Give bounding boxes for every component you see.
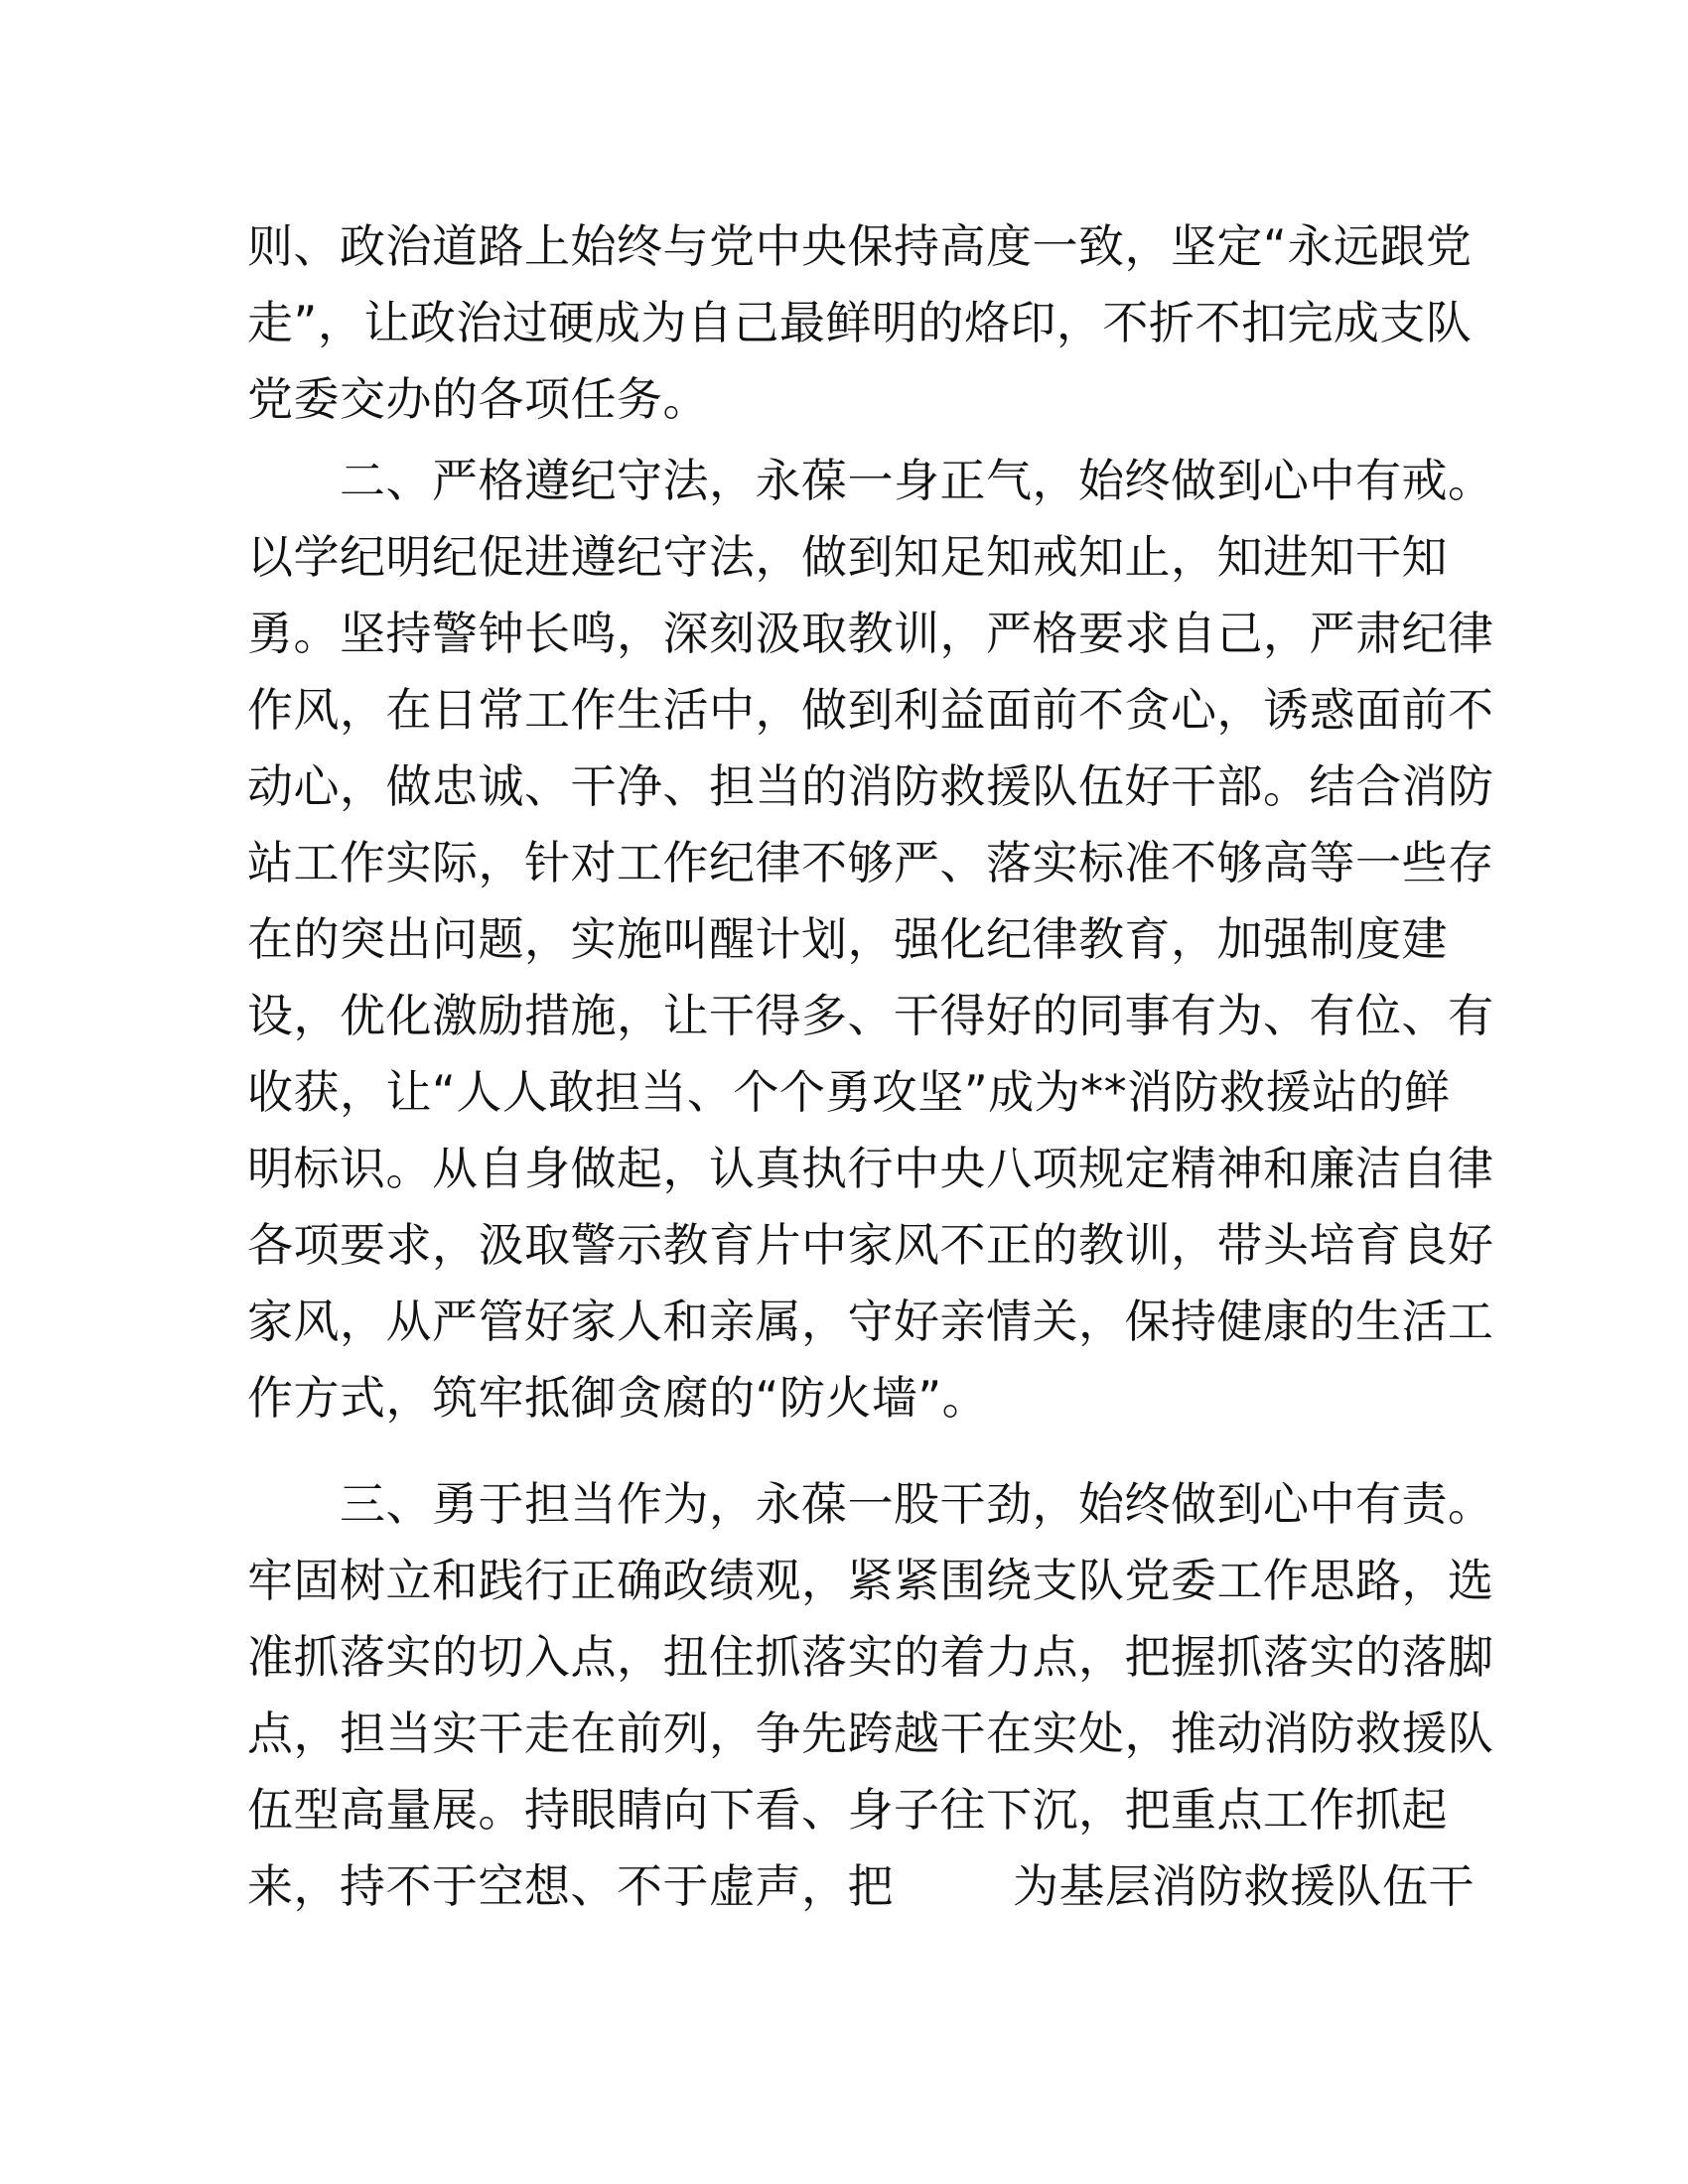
paragraph-line: 党委交办的各项任务。 [247, 372, 709, 426]
paragraph-line: 走”，让政治过硬成为自己最鲜明的烙印，不折不扣完成支队 [247, 296, 1473, 349]
paragraph-line: 牢固树立和践行正确政绩观，紧紧围绕支队党委工作思路，选 [247, 1554, 1494, 1607]
paragraph-line: 作风，在日常工作生活中，做到利益面前不贪心，诱惑面前不 [247, 683, 1494, 737]
paragraph-line: 动心，做忠诚、干净、担当的消防救援队伍好干部。结合消防 [247, 759, 1494, 813]
last-line-right-text: 为基层消防救援队伍干 [1013, 1859, 1475, 1913]
last-line-left-text: 来，持不于空想、不于虚声，把 [247, 1859, 894, 1913]
paragraph-line: 作方式，筑牢抵御贪腐的“防火墙”。 [247, 1371, 989, 1425]
paragraph-2 [247, 443, 1494, 1436]
paragraph-line: 站工作实际，针对工作纪律不够严、落实标准不够高等一些存 [247, 836, 1494, 889]
paragraph-line: 伍型高量展。持眼睛向下看、身子往下沉，把重点工作抓起 [247, 1783, 1448, 1837]
paragraph-line: 勇。坚持警钟长鸣，深刻汲取教训，严格要求自己，严肃纪律 [247, 607, 1494, 660]
paragraph-heading-line: 二、严格遵纪守法，永葆一身正气，始终做到心中有戒。 [247, 454, 1494, 507]
paragraph-line: 在的突出问题，实施叫醒计划，强化纪律教育，加强制度建 [247, 912, 1448, 966]
paragraph-line: 家风，从严管好家人和亲属，守好亲情关，保持健康的生活工 [247, 1295, 1494, 1348]
paragraph-line: 则、政治道路上始终与党中央保持高度一致，坚定“永远跟党 [247, 219, 1473, 273]
paragraph-last-line [247, 1848, 1475, 1925]
paragraph-line: 点，担当实干走在前列，争先跨越干在实处，推动消防救援队 [247, 1706, 1494, 1760]
paragraph-3 [247, 1466, 1494, 1925]
paragraph-1 [247, 208, 1473, 438]
paragraph-line: 收获，让“人人敢担当、个个勇攻坚”成为**消防救援站的鲜 [247, 1065, 1451, 1119]
paragraph-line: 明标识。从自身做起，认真执行中央八项规定精神和廉洁自律 [247, 1142, 1494, 1195]
paragraph-line: 准抓落实的切入点，扭住抓落实的着力点，把握抓落实的落脚 [247, 1630, 1494, 1684]
paragraph-line: 以学纪明纪促进遵纪守法，做到知足知戒知止，知进知干知 [247, 530, 1448, 584]
paragraph-line: 各项要求，汲取警示教育片中家风不正的教训，带头培育良好 [247, 1218, 1494, 1272]
paragraph-line: 设，优化激励措施，让干得多、干得好的同事有为、有位、有 [247, 989, 1494, 1042]
paragraph-heading-line: 三、勇于担当作为，永葆一股干劲，始终做到心中有责。 [247, 1477, 1494, 1531]
